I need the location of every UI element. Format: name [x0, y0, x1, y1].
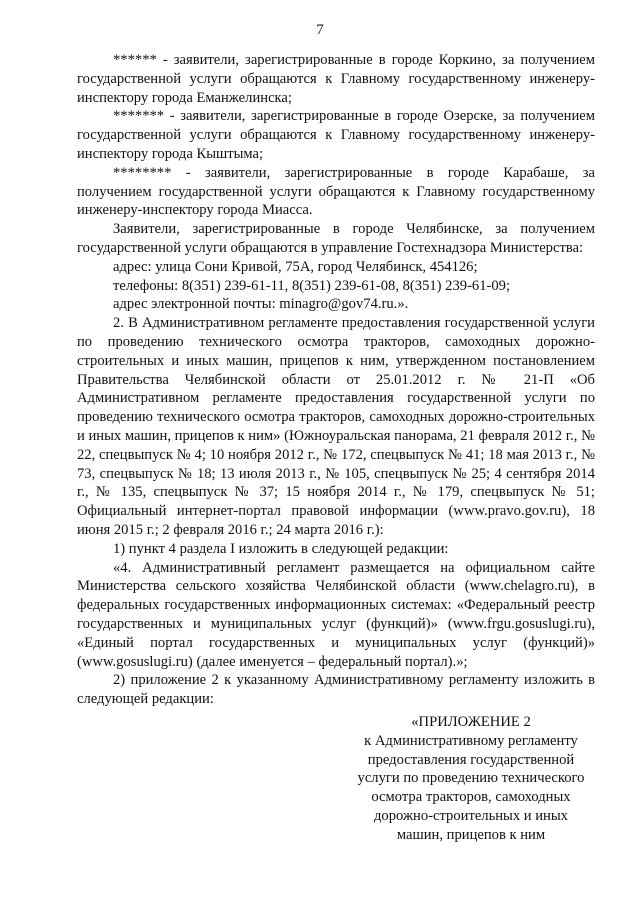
phones-line: телефоны: 8(351) 239-61-11, 8(351) 239-61-08, 8(351) 239-61-09;	[113, 277, 511, 294]
email-line: адрес электронной почты: minagro@gov74.ru.».	[113, 296, 409, 313]
paragraph-chelyabinsk: Заявители, зарегистрированные в городе Челябинске, за получением государственной услуги обращаются в управление Гостехнадзора Министерства:	[77, 221, 595, 256]
paragraph-ozersk: ******* - заявители, зарегистрированные в городе Озерске, за получением государственной услуги обращаются к Главному государственному инженеру-инспектору города Кыштыма;	[77, 108, 595, 162]
paragraph-karabash: ******** - заявители, зарегистрированные в городе Карабаше, за получением государственной услуги обращаются к Главному государственному инженеру-инспектору города Миасса.	[77, 164, 595, 219]
document-body	[77, 51, 595, 709]
paragraph-point-2: 2) приложение 2 к указанному Административному регламенту изложить в следующей редакции:	[77, 672, 595, 708]
appendix-title: «ПРИЛОЖЕНИЕ 2	[411, 714, 531, 730]
appendix-heading	[348, 713, 594, 845]
paragraph-point-4-text: «4. Административный регламент размещается на официальном сайте Министерства сельского хозяйства Челябинской области (www.chelagro.ru), в федеральных государственных информационных системах: «Федеральный реестр государственных и муниципальных услуг (функций)» (www.frgu.gosuslugi.ru), «Единый портал государственных и муниципальных услуг (функций)» (www.gosuslugi.ru) (далее именуется – федеральный портал).»;	[77, 559, 595, 670]
appendix-line: дорожно-строительных и иных	[374, 807, 568, 824]
appendix-line: услуги по проведению технического	[357, 770, 585, 787]
appendix-line: к Административному регламенту	[364, 732, 578, 749]
appendix-line: осмотра тракторов, самоходных	[371, 789, 571, 806]
appendix-line: предоставления государственной	[367, 751, 575, 768]
address-line: адрес: улица Сони Кривой, 75А, город Челябинск, 454126;	[113, 258, 478, 275]
paragraph-amendment-2: 2. В Административном регламенте предоставления государственной услуги по проведению технического осмотра тракторов, самоходных дорожно-строительных и иных машин, прицепов к ним, утвержденном постановлением Правительства Челябинской области от 25.01.2012 г. № 21-П «Об Административном регламенте предоставления государственной услуги по проведению технического осмотра тракторов, самоходных дорожно-строительных и иных машин, прицепов к ним» (Южноуральская панорама, 21 февраля 2012 г., № 22, спецвыпуск № 4; 10 ноября 2012 г., № 172, спецвыпуск № 41; 18 мая 2013 г., № 73, спецвыпуск № 18; 13 июля 2013 г., № 105, спецвыпуск № 25; 4 сентября 2014 г., № 135, спецвыпуск № 37; 15 ноября 2014 г., № 179, спецвыпуск № 51; Официальный интернет-портал правовой информации (www.pravo.gov.ru), 18 июня 2015 г.; 2 февраля 2016 г.; 24 марта 2016 г.):	[77, 315, 595, 538]
paragraph-korkino: ****** - заявители, зарегистрированные в городе Коркино, за получением государственной услуги обращаются к Главному государственному инженеру-инспектору города Еманжелинска;	[77, 52, 595, 106]
appendix-line: машин, прицепов к ним	[396, 826, 546, 843]
page-number: 7	[316, 22, 324, 38]
paragraph-point-1: 1) пункт 4 раздела I изложить в следующей редакции:	[113, 540, 449, 557]
